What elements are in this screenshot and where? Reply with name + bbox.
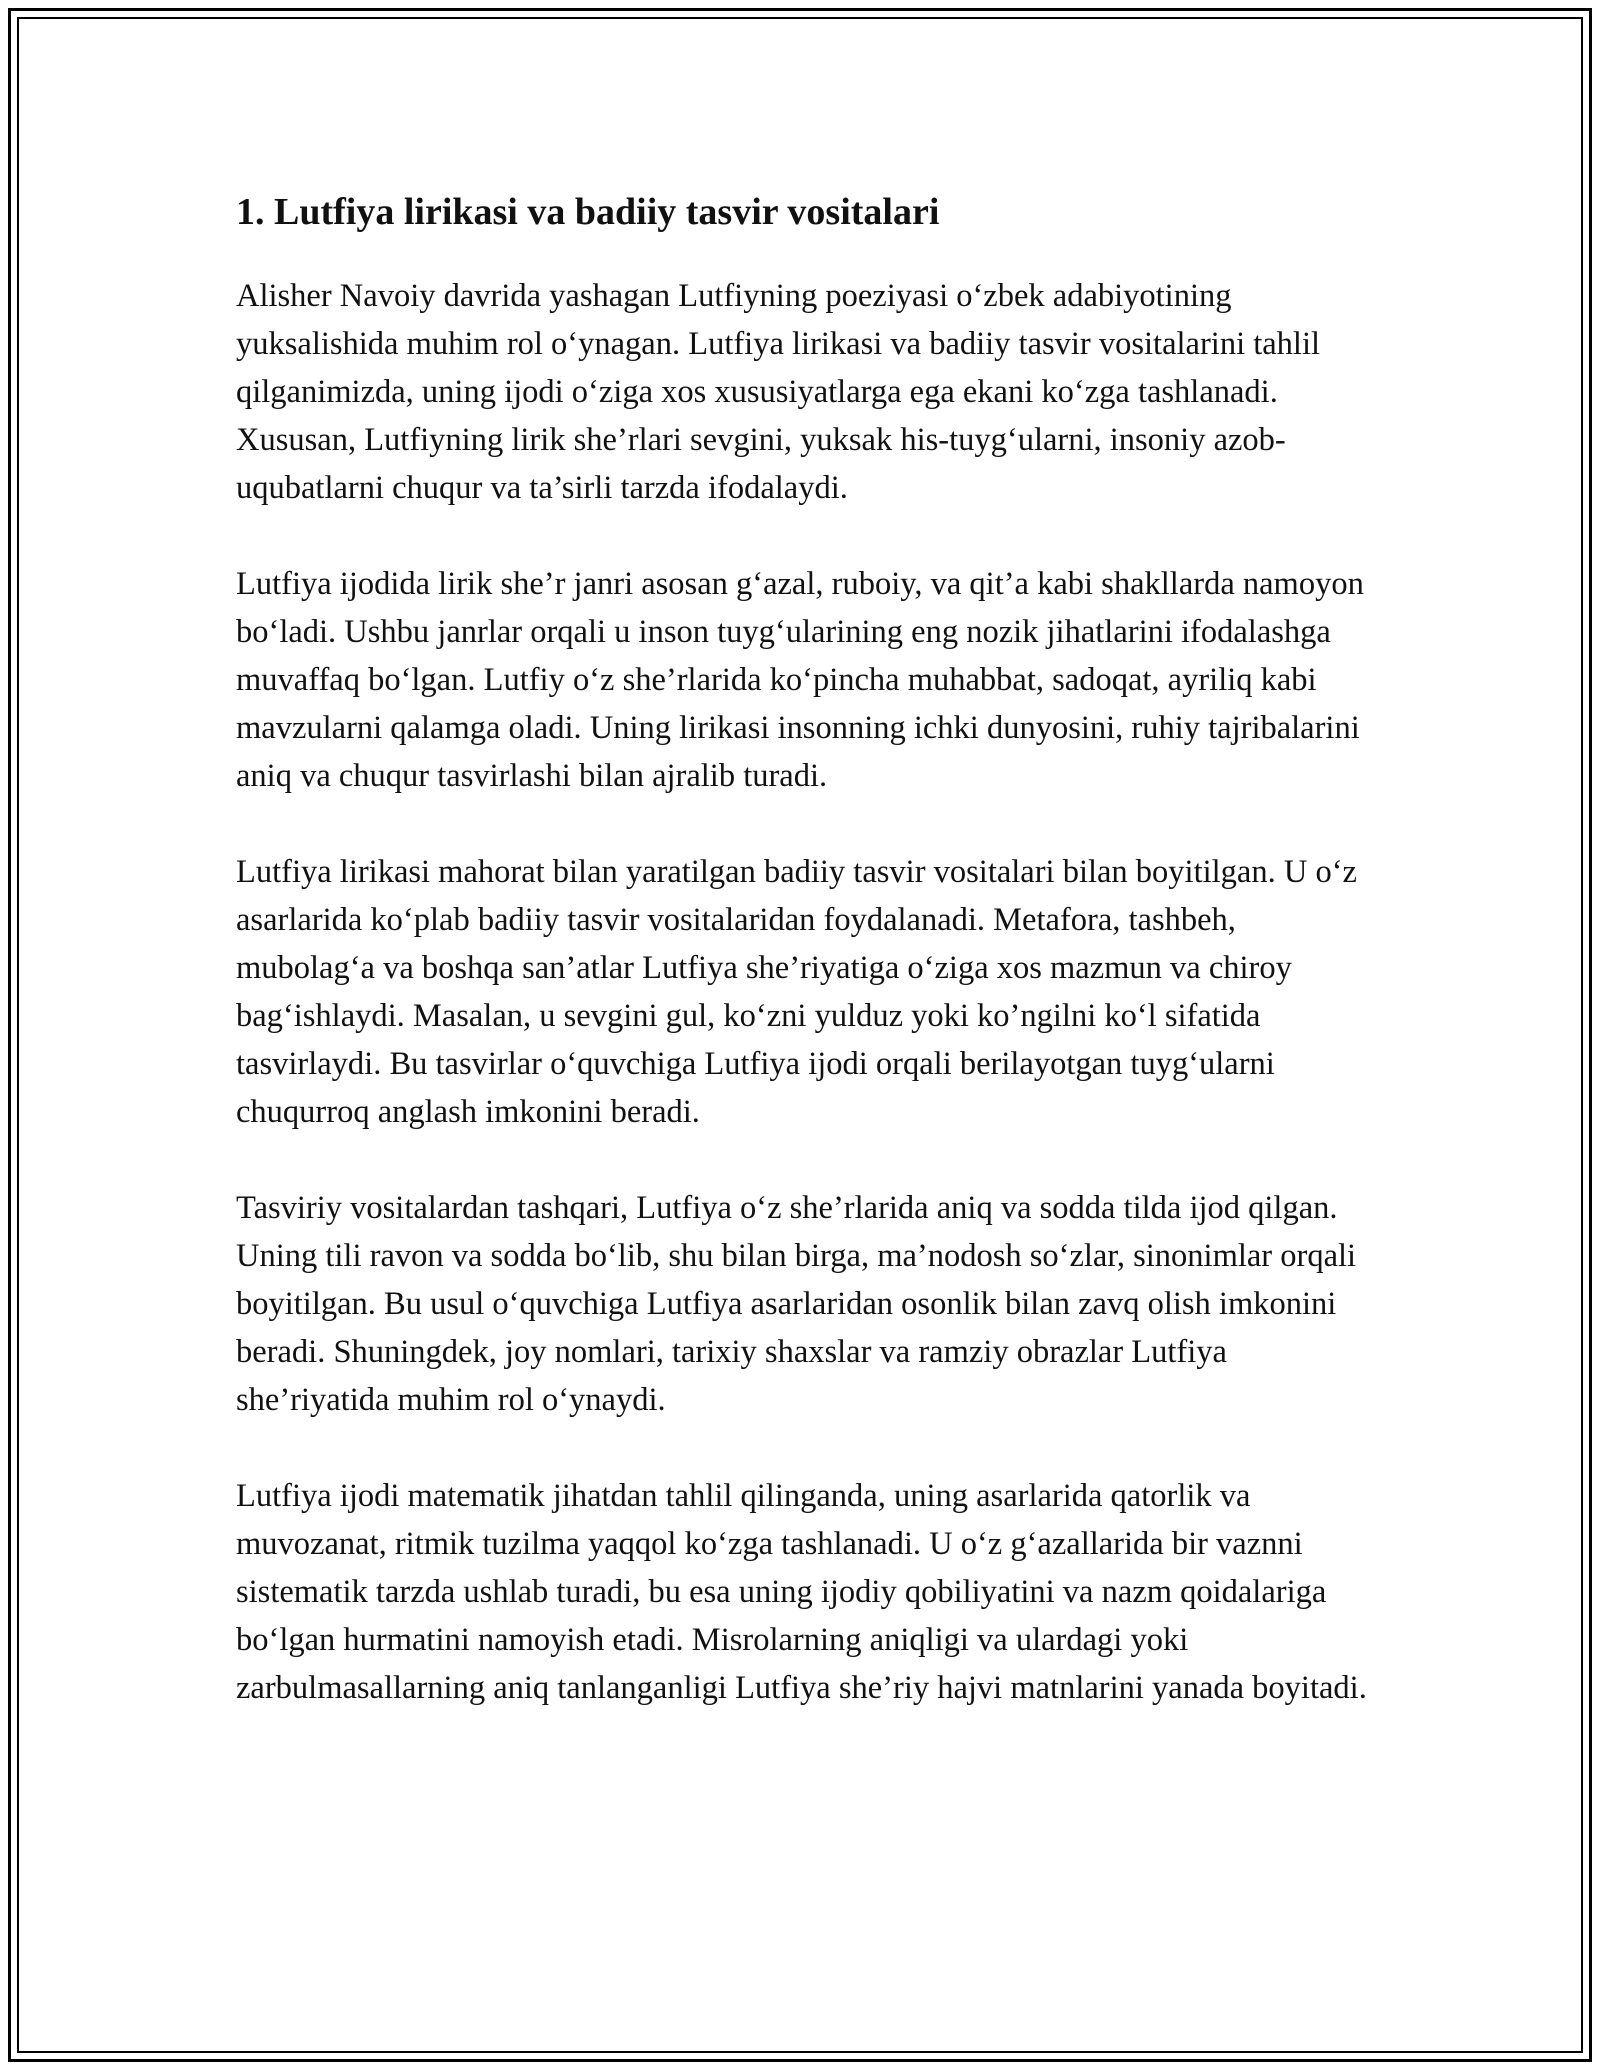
paragraph-1: Alisher Navoiy davrida yashagan Lutfiyning poeziyasi o‘zbek adabiyotining yuksalishida muhim rol o‘ynagan. Lutfiya lirikasi va badiiy tasvir vositalarini tahlil qilganimizda, uning ijodi o‘ziga xos xususiyatlarga ega ekani ko‘zga tashlanadi. Xususan, Lutfiyning lirik she’rlari sevgini, yuksak his-tuyg‘ularni, insoniy azob-uqubatlarni chuqur va ta’sirli tarzda ifodalaydi.: [236, 278, 1321, 506]
section-title: 1. Lutfiya lirikasi va badiiy tasvir vositalari: [236, 191, 940, 233]
paragraph-3: Lutfiya lirikasi mahorat bilan yaratilgan badiiy tasvir vositalari bilan boyitilgan. U o‘z asarlarida ko‘plab badiiy tasvir vositalaridan foydalanadi. Metafora, tashbeh, mubolag‘a va boshqa san’atlar Lutfiya she’riyatiga o‘ziga xos mazmun va chiroy bag‘ishlaydi. Masalan, u sevgini gul, ko‘zni yulduz yoki ko’ngilni ko‘l sifatida tasvirlaydi. Bu tasvirlar o‘quvchiga Lutfiya ijodi orqali berilayotgan tuyg‘ularni chuqurroq anglash imkonini beradi.: [236, 854, 1357, 1130]
document-body: [236, 184, 1376, 1760]
paragraph-4: Tasviriy vositalardan tashqari, Lutfiya o‘z she’rlarida aniq va sodda tilda ijod qilgan. Uning tili ravon va sodda bo‘lib, shu bilan birga, ma’nodosh so‘zlar, sinonimlar orqali boyitilgan. Bu usul o‘quvchiga Lutfiya asarlaridan osonlik bilan zavq olish imkonini beradi. Shuningdek, joy nomlari, tarixiy shaxslar va ramziy obrazlar Lutfiya she’riyatida muhim rol o‘ynaydi.: [236, 1190, 1357, 1418]
paragraph-5: Lutfiya ijodi matematik jihatdan tahlil qilinganda, uning asarlarida qatorlik va muvozanat, ritmik tuzilma yaqqol ko‘zga tashlanadi. U o‘z g‘azallarida bir vaznni sistematik tarzda ushlab turadi, bu esa uning ijodiy qobiliyatini va nazm qoidalariga bo‘lgan hurmatini namoyish etadi. Misrolarning aniqligi va ulardagi yoki zarbulmasallarning aniq tanlanganligi Lutfiya she’riy hajvi matnlarini yanada boyitadi.: [236, 1478, 1367, 1706]
paragraph-2: Lutfiya ijodida lirik she’r janri asosan g‘azal, ruboiy, va qit’a kabi shakllarda namoyon bo‘ladi. Ushbu janrlar orqali u inson tuyg‘ularining eng nozik jihatlarini ifodalashga muvaffaq bo‘lgan. Lutfiy o‘z she’rlarida ko‘pincha muhabbat, sadoqat, ayriliq kabi mavzularni qalamga oladi. Uning lirikasi insonning ichki dunyosini, ruhiy tajribalarini aniq va chuqur tasvirlashi bilan ajralib turadi.: [236, 566, 1364, 794]
